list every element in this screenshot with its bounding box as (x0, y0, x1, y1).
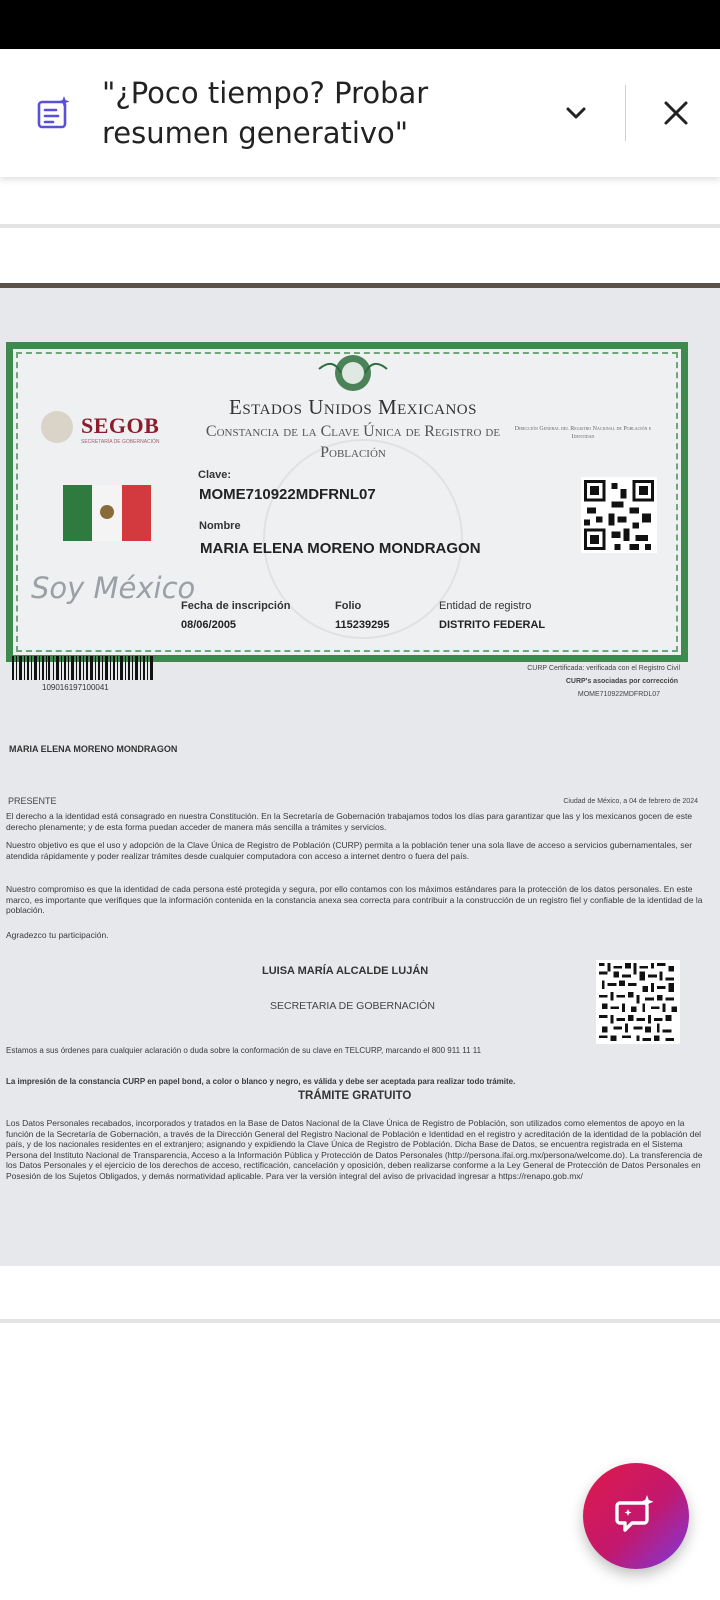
clave-value: MOME710922MDFRNL07 (199, 486, 376, 503)
qr-code-icon (596, 960, 680, 1044)
generative-summary-banner (0, 49, 720, 177)
privacy-notice: Los Datos Personales recabados, incorporados y tratados en la Base de Datos Nacional de la Clave Única de Registro de Población, son utilizados como elementos de apoyo en la función de la Secretaría de Gobernación, a través de la Dirección General del Registro Nacional de Población e Identidad en el registro y acreditación de la identidad de la población del país, y de los nacionales residentes en el extranjero; asignando y expidiendo la Clave Única de Registro de Población. Dicha Base de Datos, se encuentra registrada en el Sistema Persona del Instituto Nacional de Transparencia, Acceso a la Información Pública y Protección de Datos Personales (http://persona.ifai.org.mx/persona/welcome.do). La transferencia de los Datos Personales y el ejercicio de los derechos de acceso, rectificación, cancelación y oposición, deben realizarse conforme a la Ley General de Protección de Datos Personales en Posesión de los Sujetos Obligados, y demás normatividad aplicable. Para ver la versión integral del aviso de privacidad ingresar a https://renapo.gob.mx/ (6, 1118, 703, 1181)
nombre-label: Nombre (199, 520, 241, 532)
curp-asociada-value: MOME710922MDFRDL07 (577, 691, 660, 698)
paragraph-2: Nuestro objetivo es que el uso y adopción de la Clave Única de Registro de Población (CURP) permita a la población tener una sola llave de acceso a servicios gubernamentales, ser atendida rápidamente y poder realizar trámites desde cualquier computadora con acceso a internet dentro o fuera del país. (6, 840, 693, 861)
segob-emblem-icon (41, 411, 73, 443)
document-page-image (0, 283, 720, 1266)
barcode-number: 109016197100041 (42, 683, 109, 692)
banner-title[interactable]: "¿Poco tiempo? Probar resumen generativo" (102, 76, 429, 150)
close-icon[interactable] (660, 97, 692, 129)
impresion-note: La impresión de la constancia CURP en papel bond, a color o blanco y negro, es válida y debe ser aceptada para realizar todo trámite. (6, 1077, 516, 1086)
soy-mexico-text: Soy México (31, 571, 196, 605)
signer-role: SECRETARIA DE GOBERNACIÓN (270, 1000, 435, 1012)
ai-summary-icon[interactable] (36, 95, 72, 131)
ai-assistant-icon (614, 1494, 658, 1538)
fecha-inscripcion-value: 08/06/2005 (181, 619, 237, 631)
nombre-value: MARIA ELENA MORENO MONDRAGON (200, 540, 481, 557)
page-separator (0, 224, 720, 228)
fecha-inscripcion-label: Fecha de inscripción (181, 600, 291, 612)
chevron-down-icon[interactable] (560, 97, 592, 129)
curp-certificada-note: CURP Certificada: verificada con el Registro Civil (527, 665, 680, 672)
status-bar (0, 0, 720, 49)
watermark-seal (263, 439, 463, 639)
folio-label: Folio (335, 600, 362, 612)
national-seal-icon (313, 349, 393, 399)
paragraph-1: El derecho a la identidad está consagrado en nuestra Constitución. En la Secretaría de Gobernación trabajamos todos los días para garantizar que las y los mexicanos gocen de este derecho plenamente; y de esta forma puedan acceder de manera más sencilla a trámites y servicios. (6, 811, 693, 832)
signer-name: LUISA MARÍA ALCALDE LUJÁN (262, 965, 429, 977)
mexico-flag-icon (63, 485, 151, 541)
page-separator (0, 1319, 720, 1323)
qr-code-icon (581, 477, 657, 553)
country-heading: Estados Unidos Mexicanos (229, 395, 477, 419)
place-date: Ciudad de México, a 04 de febrero de 2024 (563, 798, 698, 805)
entidad-value: DISTRITO FEDERAL (439, 619, 546, 631)
directorate-name: Dirección General del Registro Nacional de Población e Identidad (514, 426, 652, 440)
ai-assistant-button[interactable] (583, 1463, 689, 1569)
segob-name: SEGOB (81, 413, 160, 438)
telcurp-text: Estamos a sus órdenes para cualquier aclaración o duda sobre la conformación de su clave en TELCURP, marcando el 800 911 11 11 (6, 1046, 482, 1055)
tramite-gratuito: TRÁMITE GRATUITO (298, 1090, 412, 1102)
paragraph-3: Nuestro compromiso es que la identidad de cada persona esté protegida y segura, por ello contamos con los máximos estándares para la protección de los datos personales. En este marco, es importante que verifiques que la información contenida en la constancia anexa sea correcta para contribuir a la construcción de un registro fiel y confiable de la identidad de la población. (6, 884, 703, 915)
curp-asociadas-label: CURP's asociadas por corrección (565, 678, 678, 685)
certificate-subheading: Constancia de la Clave Única de Registro de Población (205, 423, 501, 461)
segob-subtitle: SECRETARÍA DE GOBERNACIÓN (81, 439, 160, 445)
barcode-icon (12, 656, 154, 680)
curp-certificate (6, 342, 688, 662)
presente-text: PRESENTE (8, 796, 57, 806)
clave-label: Clave: (198, 469, 232, 481)
agradezco-text: Agradezco tu participación. (6, 930, 109, 940)
recipient-name: MARIA ELENA MORENO MONDRAGON (9, 744, 178, 754)
divider (625, 85, 626, 141)
folio-value: 115239295 (335, 619, 390, 631)
entidad-label: Entidad de registro (439, 600, 532, 612)
